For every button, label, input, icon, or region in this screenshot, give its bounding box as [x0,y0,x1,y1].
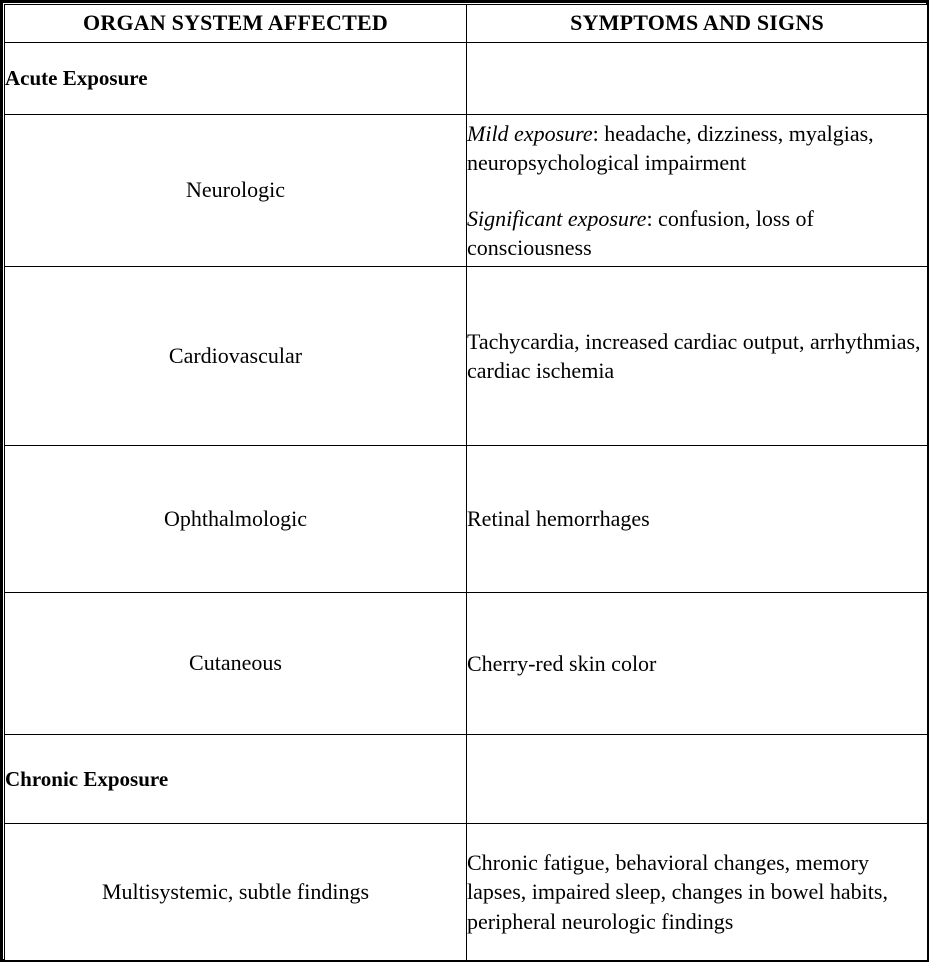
table-body [5,43,928,961]
symptoms-cutaneous: Cherry-red skin color [467,593,928,735]
organ-system-multisystemic: Multisystemic, subtle findings [5,824,467,961]
section-symptoms-empty-acute [467,43,928,115]
symptoms-cardiovascular: Tachycardia, increased cardiac output, arrhythmias, cardiac ischemia [467,267,928,446]
column-header-organ-system: ORGAN SYSTEM AFFECTED [5,5,467,43]
organ-system-neurologic: Neurologic [5,115,467,267]
symptom-label-mild-exposure: Mild exposure [467,121,593,146]
symptom-text-mild-exposure: : headache, dizziness, myalgias, neuropsychological impairment [467,121,874,176]
table-row [5,593,928,735]
section-header-acute-exposure: Acute Exposure [5,43,467,115]
column-header-symptoms-signs: SYMPTOMS AND SIGNS [467,5,928,43]
table-row [5,267,928,446]
symptom-label-significant-exposure: Significant exposure [467,205,647,231]
organ-system-symptoms-table [4,4,928,961]
symptoms-multisystemic: Chronic fatigue, behavioral changes, memory lapses, impaired sleep, changes in bowel habits, peripheral neurologic findings [467,824,928,961]
table-row [5,115,928,267]
table-row [5,824,928,961]
symptom-text-significant-exposure: : confusion, loss of consciousness [467,205,814,260]
symptom-block-significant-exposure [467,204,927,263]
table-header [5,5,928,43]
organ-system-cardiovascular: Cardiovascular [5,267,467,446]
table-header-row [5,5,928,43]
section-header-chronic-exposure: Chronic Exposure [5,735,467,824]
table-row [5,43,928,115]
symptoms-ophthalmologic: Retinal hemorrhages [467,446,928,593]
table-row [5,735,928,824]
organ-system-ophthalmologic: Ophthalmologic [5,446,467,593]
section-symptoms-empty-chronic [467,735,928,824]
table-row [5,446,928,593]
organ-system-cutaneous: Cutaneous [5,593,467,735]
symptom-block-mild-exposure [467,119,927,178]
symptoms-neurologic [467,115,928,267]
